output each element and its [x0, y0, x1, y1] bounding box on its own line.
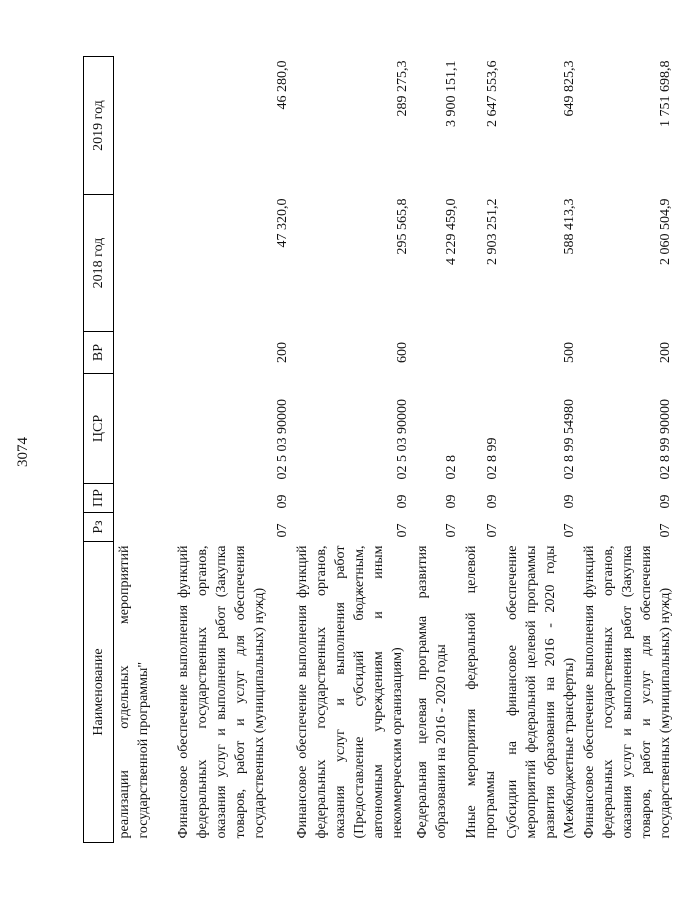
row-2018: 295 565,8 [395, 198, 410, 255]
row-name: Иные мероприятия федеральной целевой программы [464, 545, 498, 839]
row-csr: 02 8 99 54980 [562, 399, 577, 480]
row-2019: 289 275,3 [395, 60, 410, 117]
row-name: Финансовое обеспечение выполнения функций федеральных государственных органов, оказания услуг и выполнения работ (Предоставление субсидий бюджетным, автономным учреждениям и иным некоммерческим организациям) [295, 545, 405, 839]
row-csr: 02 8 99 90000 [658, 399, 673, 480]
row-2019: 2 647 553,6 [485, 60, 500, 127]
row-csr: 02 8 [444, 455, 459, 480]
row-2019: 46 280,0 [275, 60, 290, 110]
table-row [173, 57, 292, 843]
row-name: реализации отдельных мероприятий государственной программы" [117, 545, 151, 839]
row-rz [114, 513, 174, 542]
row-rz: 07 [395, 523, 410, 538]
row-rz: 07 [658, 523, 673, 538]
header-2018: 2018 год [84, 195, 114, 332]
row-vr [412, 332, 461, 374]
row-vr: 200 [658, 342, 673, 363]
header-vr: ВР [84, 332, 114, 374]
row-pr: 09 [562, 494, 577, 509]
row-pr: 09 [485, 494, 500, 509]
row-name: Субсидии на финансовое обеспечение мероприятий федеральной целевой программы развития образования на 2016 - 2020 годы (Межбюджетные трансферты) [505, 545, 577, 839]
header-name: Наименование [84, 542, 114, 843]
row-pr: 09 [444, 494, 459, 509]
row-pr: 09 [658, 494, 673, 509]
header-rz: Рз [84, 513, 114, 542]
table-row [579, 57, 675, 843]
row-vr: 600 [395, 342, 410, 363]
budget-table-container [83, 57, 673, 843]
row-2018: 2 903 251,2 [485, 198, 500, 265]
page-number: 3074 [15, 437, 31, 467]
row-csr [114, 374, 174, 484]
header-csr: ЦСР [84, 374, 114, 484]
table-row [114, 57, 174, 843]
table-row [412, 57, 461, 843]
table-header-row [84, 57, 114, 843]
budget-table [83, 56, 675, 843]
row-rz: 07 [275, 523, 290, 538]
row-2018: 588 413,3 [562, 198, 577, 255]
row-name: Финансовое обеспечение выполнения функций федеральных государственных органов, оказания услуг и выполнения работ (Закупка товаров, работ и услуг для обеспечения государственных (муниципальных) нужд) [582, 545, 673, 839]
row-2019: 1 751 698,8 [658, 60, 673, 127]
row-2018: 47 320,0 [275, 198, 290, 248]
row-2018 [114, 195, 174, 332]
row-name: Федеральная целевая программа развития образования на 2016 - 2020 годы [415, 545, 449, 839]
header-pr: ПР [84, 484, 114, 513]
row-rz: 07 [562, 523, 577, 538]
row-name: Финансовое обеспечение выполнения функций федеральных государственных органов, оказания услуг и выполнения работ (Закупка товаров, работ и услуг для обеспечения государственных (муниципальных) нужд) [176, 545, 267, 839]
row-vr [461, 332, 502, 374]
table-row [502, 57, 579, 843]
row-pr: 09 [275, 494, 290, 509]
row-csr: 02 5 03 90000 [275, 399, 290, 480]
row-csr: 02 5 03 90000 [395, 399, 410, 480]
row-pr: 09 [395, 494, 410, 509]
header-2019: 2019 год [84, 57, 114, 195]
row-rz: 07 [485, 523, 500, 538]
row-2019: 3 900 151,1 [444, 60, 459, 127]
row-csr: 02 8 99 [485, 437, 500, 480]
row-2018: 2 060 504,9 [658, 198, 673, 265]
table-row [292, 57, 412, 843]
row-vr: 200 [275, 342, 290, 363]
row-2018: 4 229 459,0 [444, 198, 459, 265]
row-vr [114, 332, 174, 374]
row-pr [114, 484, 174, 513]
table-row [461, 57, 502, 843]
row-2019: 649 825,3 [562, 60, 577, 117]
row-rz: 07 [444, 523, 459, 538]
row-2019 [114, 57, 174, 195]
row-vr: 500 [562, 342, 577, 363]
